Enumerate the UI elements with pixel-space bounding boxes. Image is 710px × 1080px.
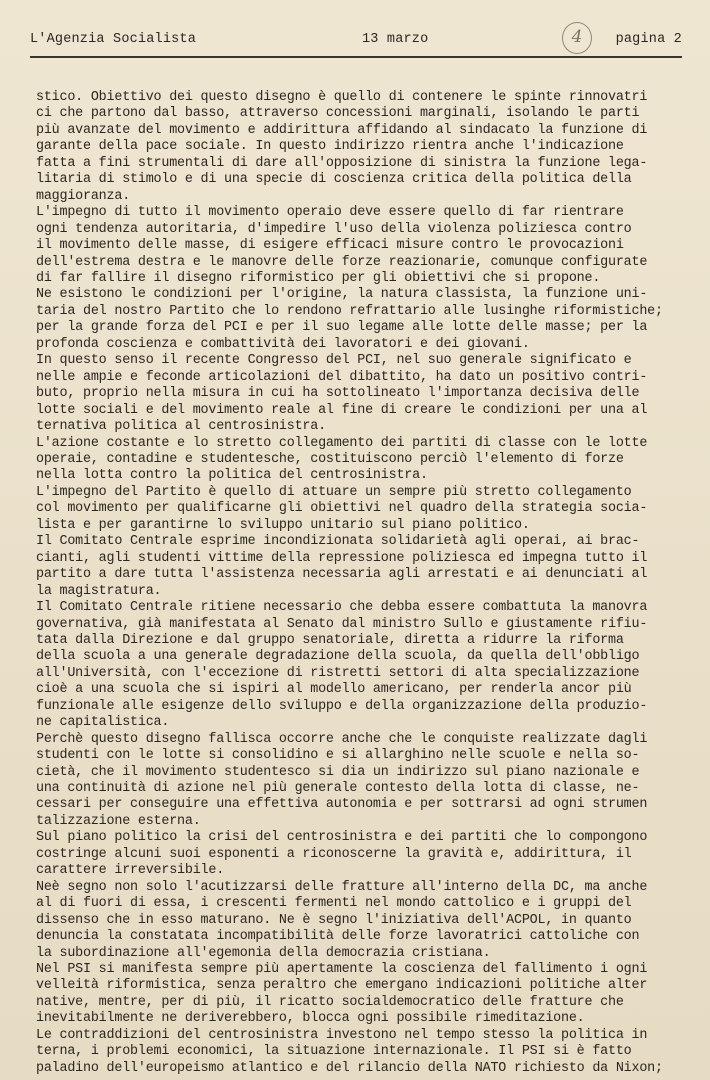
text-line: denuncia la constatata incompatibilità delle forze lavoratrici cattoliche con [36, 929, 640, 945]
text-line: Il Comitato Centrale ritiene necessario che debba essere combattuta la manovra [36, 600, 648, 616]
paragraph [36, 353, 686, 435]
text-line: buto, proprio nella misura in cui ha sottolineato l'importanza decisiva delle [36, 386, 640, 402]
text-line: Ne esistono le condizioni per l'origine, la natura classista, la funzione uni- [36, 287, 648, 303]
text-line: taria del nostro Partito che lo rendono refrattario alle lusinghe riformistiche; [36, 303, 663, 319]
text-line: della scuola a una generale degradazione della scuola, da quella dell'obbligo [36, 649, 640, 665]
paragraph [36, 485, 686, 534]
text-line: L'azione costante e lo stretto collegamento dei partiti di classe con le lotte [36, 435, 648, 451]
paragraph [36, 205, 686, 287]
text-line: costringe alcuni suoi esponenti a riconoscerne la gravità e, addirittura, il [36, 846, 632, 862]
paragraph [36, 534, 686, 600]
text-line: funzionale alle esigenze dello sviluppo e della organizzazione della produzio- [36, 698, 648, 714]
text-line: all'Università, con l'eccezione di ristretti settori di alta specializzazione [36, 665, 640, 681]
text-line: studenti con le lotte si consolidino e si allarghino nelle scuole e nella so- [36, 748, 640, 764]
text-line: carattere irreversibile. [36, 863, 225, 879]
text-line: partito a dare tutta l'assistenza necessaria agli arrestati e ai denunciati al [36, 567, 648, 583]
header-rule [30, 56, 682, 58]
text-line: ne capitalistica. [36, 715, 170, 731]
text-line: governativa, già manifestata al Senato dal ministro Sullo e giustamente rifiu- [36, 616, 648, 632]
paragraph [36, 600, 686, 732]
text-line: ci che partono dal basso, attraverso concessioni marginali, isolando le parti [36, 106, 640, 122]
text-line: Le contraddizioni del centrosinistra investono nel tempo stesso la politica in [36, 1027, 648, 1043]
text-line: cietà, che il movimento studentesco si dia un indirizzo sul piano nazionale e [36, 764, 640, 780]
text-line: col movimento per qualificarne gli obiettivi nel quadro della strategia socia- [36, 501, 648, 517]
paragraph [36, 90, 686, 205]
paragraph [36, 1028, 686, 1077]
text-line: la subordinazione all'egemonia della democrazia cristiana. [36, 945, 491, 961]
text-line: il movimento delle masse, di esigere efficaci misure contro le provocazioni [36, 238, 624, 254]
text-line: la magistratura. [36, 583, 162, 599]
text-line: operaie, contadine e studentesche, costituiscono perciò l'elemento di forze [36, 451, 624, 467]
paragraph [36, 287, 686, 353]
document-body [36, 90, 686, 1077]
text-line: Nel PSI si manifesta sempre più apertamente la coscienza del fallimento i ogni [36, 962, 648, 978]
text-line: Perchè questo disegno fallisca occorre anche che le conquiste realizzate dagli [36, 731, 648, 747]
text-line: nella lotta contro la politica del centrosinistra. [36, 468, 428, 484]
text-line: ogni tendenza autoritaria, d'impedire l'uso della violenza poliziesca contro [36, 221, 632, 237]
page-stamp: 4 [562, 22, 592, 54]
text-line: garante della pace sociale. In questo indirizzo rientra anche l'indicazione [36, 139, 624, 155]
text-line: terna, i problemi economici, la situazione internazionale. Il PSI si è fatto [36, 1044, 632, 1060]
text-line: dissenso che in esso maturano. Ne è segno l'iniziativa dell'ACPOL, in quanto [36, 912, 632, 928]
text-line: per la grande forza del PCI e per il suo legame alle lotte delle masse; per la [36, 320, 648, 336]
text-line: nelle ampie e feconde articolazioni del dibattito, ha dato un positivo contri- [36, 369, 648, 385]
text-line: talizzazione esterna. [36, 813, 201, 829]
text-line: litaria di stimolo e di una specie di coscienza critica della politica della [36, 172, 632, 188]
text-line: fatta a fini strumentali di dare all'opposizione di sinistra la funzione lega- [36, 155, 648, 171]
text-line: stico. Obiettivo dei questo disegno è quello di contenere le spinte rinnovatri [36, 90, 648, 105]
text-line: una continuità di azione nel più generale contesto della lotta di classe, ne- [36, 781, 640, 797]
text-line: profonda coscienza e combattività dei lavoratori e dei giovani. [36, 336, 530, 352]
text-line: Sul piano politico la crisi del centrosinistra e dei partiti che lo compongono [36, 830, 648, 846]
text-line: Neè segno non solo l'acutizzarsi delle fratture all'interno della DC, ma anche [36, 879, 648, 895]
text-line: più avanzate del movimento e addirittura affidando al sindacato la funzione di [36, 122, 648, 138]
text-line: L'impegno di tutto il movimento operaio deve essere quello di far rientrare [36, 205, 624, 221]
issue-date: 13 marzo [362, 32, 429, 47]
text-line: lista e per garantirne lo sviluppo unitario sul piano politico. [36, 517, 530, 533]
text-line: paladino dell'europeismo atlantico e del rilancio della NATO richiesto da Nixon; [36, 1060, 663, 1076]
text-line: L'impegno del Partito è quello di attuare un sempre più stretto collegamento [36, 484, 632, 500]
paragraph [36, 732, 686, 831]
text-line: In questo senso il recente Congresso del PCI, nel suo generale significato e [36, 353, 632, 369]
text-line: Il Comitato Centrale esprime incondizionata solidarietà agli operai, ai brac- [36, 534, 640, 550]
text-line: cianti, agli studenti vittime della repressione poliziesca ed impegna tutto il [36, 550, 648, 566]
paragraph [36, 962, 686, 1028]
text-line: tata dalla Direzione e dal gruppo senatoriale, diretta a ridurre la riforma [36, 632, 624, 648]
text-line: velleità riformistica, senza peraltro che emergano indicazioni politiche alter [36, 978, 648, 994]
publication-name: L'Agenzia Socialista [30, 32, 197, 47]
text-line: native, mentre, per di più, il ricatto socialdemocratico delle fratture che [36, 994, 624, 1010]
paragraph [36, 830, 686, 879]
text-line: dell'estrema destra e le manovre delle forze reazionarie, comunque configurate [36, 254, 648, 270]
text-line: ternativa politica al centrosinistra. [36, 419, 326, 435]
text-line: al di fuori di essa, i crescenti fermenti nel mondo cattolico e i gruppi del [36, 896, 632, 912]
text-line: cessari per conseguire una effettiva autonomia e per sottrarsi ad ogni strumen [36, 797, 648, 813]
page-number: pagina 2 [615, 32, 682, 47]
paragraph [36, 880, 686, 962]
text-line: cioè a una scuola che si ispiri al modello americano, per renderla ancor più [36, 682, 632, 698]
text-line: lotte sociali e del movimento reale al fine di creare le condizioni per una al [36, 402, 648, 418]
paragraph [36, 436, 686, 485]
text-line: di far fallire il disegno riformistico per gli obiettivi che si propone. [36, 270, 601, 286]
text-line: maggioranza. [36, 188, 131, 204]
text-line: inevitabilmente ne deriverebbero, blocca ogni possibile rimeditazione. [36, 1011, 585, 1027]
